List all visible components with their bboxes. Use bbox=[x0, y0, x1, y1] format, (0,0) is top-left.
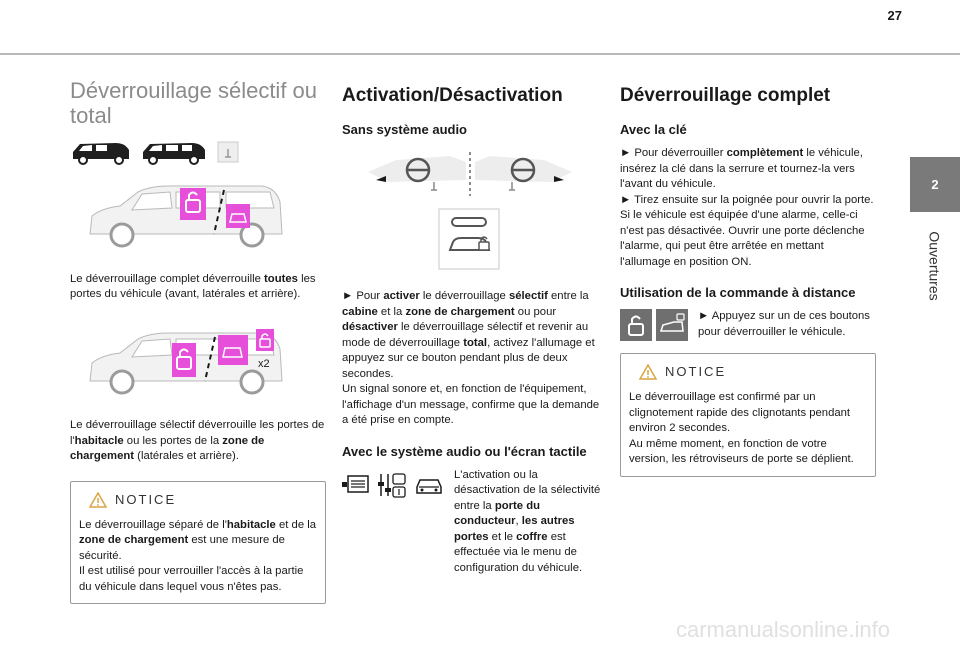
para-activation: ► Pour activer le déverrouillage sélectif entre la cabine et la zone de chargement ou pour désactiver le déverrouillage sélectif et revenir au mode de déverrouillage total, activez l'allumage et appuyez sur ce bouton pendant plus de deux secondes. Un signal sonore et, en fonction de l'équipement, l'affichage d'un message, confirme que la demande a été prise en compte. bbox=[342, 290, 600, 426]
van-silhouettes bbox=[70, 140, 326, 166]
section-title-full-unlock: Déverrouillage complet bbox=[620, 85, 831, 106]
screen-menu-icon bbox=[342, 474, 370, 496]
header-divider bbox=[0, 53, 960, 55]
footer-watermark: carmanualsonline.info bbox=[675, 617, 890, 642]
chapter-number: 2 bbox=[931, 177, 939, 192]
unlock-padlock-icon bbox=[620, 309, 652, 341]
van-long-icon bbox=[140, 140, 208, 166]
notice-label: NOTICE bbox=[115, 491, 177, 507]
para-key-unlock: ► Pour déverrouiller complètement le véhicule, insérez la clé dans la serrure et tournez-la vers l'avant du véhicule. ► Tirez ensuite sur la poignée pour ouvrir la porte. Si le véhicule est équipée d'une alarme, celle-ci n'est pas désactivée. Ouvrir une porte déclenche l'alarme, qui peut être arrêtée en mettant l'allumage en position ON. bbox=[620, 147, 874, 268]
cabin-lock-icon bbox=[180, 188, 206, 220]
notice-box-confirmation bbox=[620, 353, 876, 477]
chapter-title: Ouvertures bbox=[927, 231, 943, 301]
warning-icon bbox=[89, 492, 107, 508]
cabin-lock-icon-2 bbox=[172, 343, 196, 377]
subheading-key: Avec la clé bbox=[620, 122, 687, 137]
van-short-icon bbox=[70, 140, 132, 166]
dashboard-illustration bbox=[368, 150, 573, 198]
van-unlock-icon bbox=[656, 309, 688, 341]
notice-text: Le déverrouillage séparé de l'habitacle et de la zone de chargement est une mesure de sécurité. Il est utilisé pour verrouiller l'accès à la partie du véhicule dans lequel vous n'êtes pas. bbox=[79, 518, 317, 593]
remote-buttons bbox=[620, 309, 688, 341]
car-front-icon bbox=[414, 475, 444, 499]
para-full-unlock: Le déverrouillage complet déverrouille toutes les portes du véhicule (avant, latérales et arrière). bbox=[70, 272, 316, 300]
chapter-tab[interactable] bbox=[910, 157, 960, 212]
selective-unlock-button bbox=[438, 208, 500, 270]
subheading-audio: Avec le système audio ou l'écran tactile bbox=[342, 443, 587, 459]
notice-box-separation bbox=[70, 481, 326, 605]
column-full-unlock bbox=[620, 78, 876, 477]
cargo-unlock-icon-2 bbox=[218, 335, 248, 365]
subheading-remote: Utilisation de la commande à distance bbox=[620, 285, 856, 300]
section-title-selective: Déverrouillage sélectif ou total bbox=[70, 78, 318, 128]
notice-label: NOTICE bbox=[665, 364, 727, 380]
config-icons bbox=[342, 470, 444, 500]
cargo-unlock-icon bbox=[226, 204, 250, 228]
para-remote: ► Appuyez sur un de ces boutons pour déverrouiller le véhicule. bbox=[698, 310, 870, 338]
section-title-activation: Activation/Désactivation bbox=[342, 85, 563, 106]
multiplier-label: x2 bbox=[258, 357, 270, 370]
key-fob-icon bbox=[216, 140, 240, 166]
para-selective-unlock: Le déverrouillage sélectif déverrouille les portes de l'habitacle ou les portes de la zone de chargement (latérales et arrière). bbox=[70, 419, 325, 462]
subheading-no-audio: Sans système audio bbox=[342, 122, 467, 137]
notice-text: Le déverrouillage est confirmé par un clignotement rapide des clignotants pendant environ 2 secondes. Au même moment, en fonction de votre version, les rétroviseurs de porte se déplient. bbox=[629, 391, 854, 465]
warning-icon bbox=[639, 364, 657, 380]
para-audio-menu-intro: L'activation ou la désactivation de la sélectivité entre la porte du conducteur, les autres portes et le coffre est effectuée via le menu de configuration du véhicule. bbox=[454, 468, 601, 574]
van-full-unlock-illustration bbox=[80, 172, 320, 252]
van-selective-unlock-illustration bbox=[80, 319, 320, 399]
column-activation bbox=[342, 78, 606, 576]
vehicle-settings-icon bbox=[376, 470, 406, 500]
rear-lock-icon bbox=[256, 329, 274, 351]
page-number: 27 bbox=[887, 8, 902, 23]
column-selective-unlock bbox=[70, 78, 326, 604]
